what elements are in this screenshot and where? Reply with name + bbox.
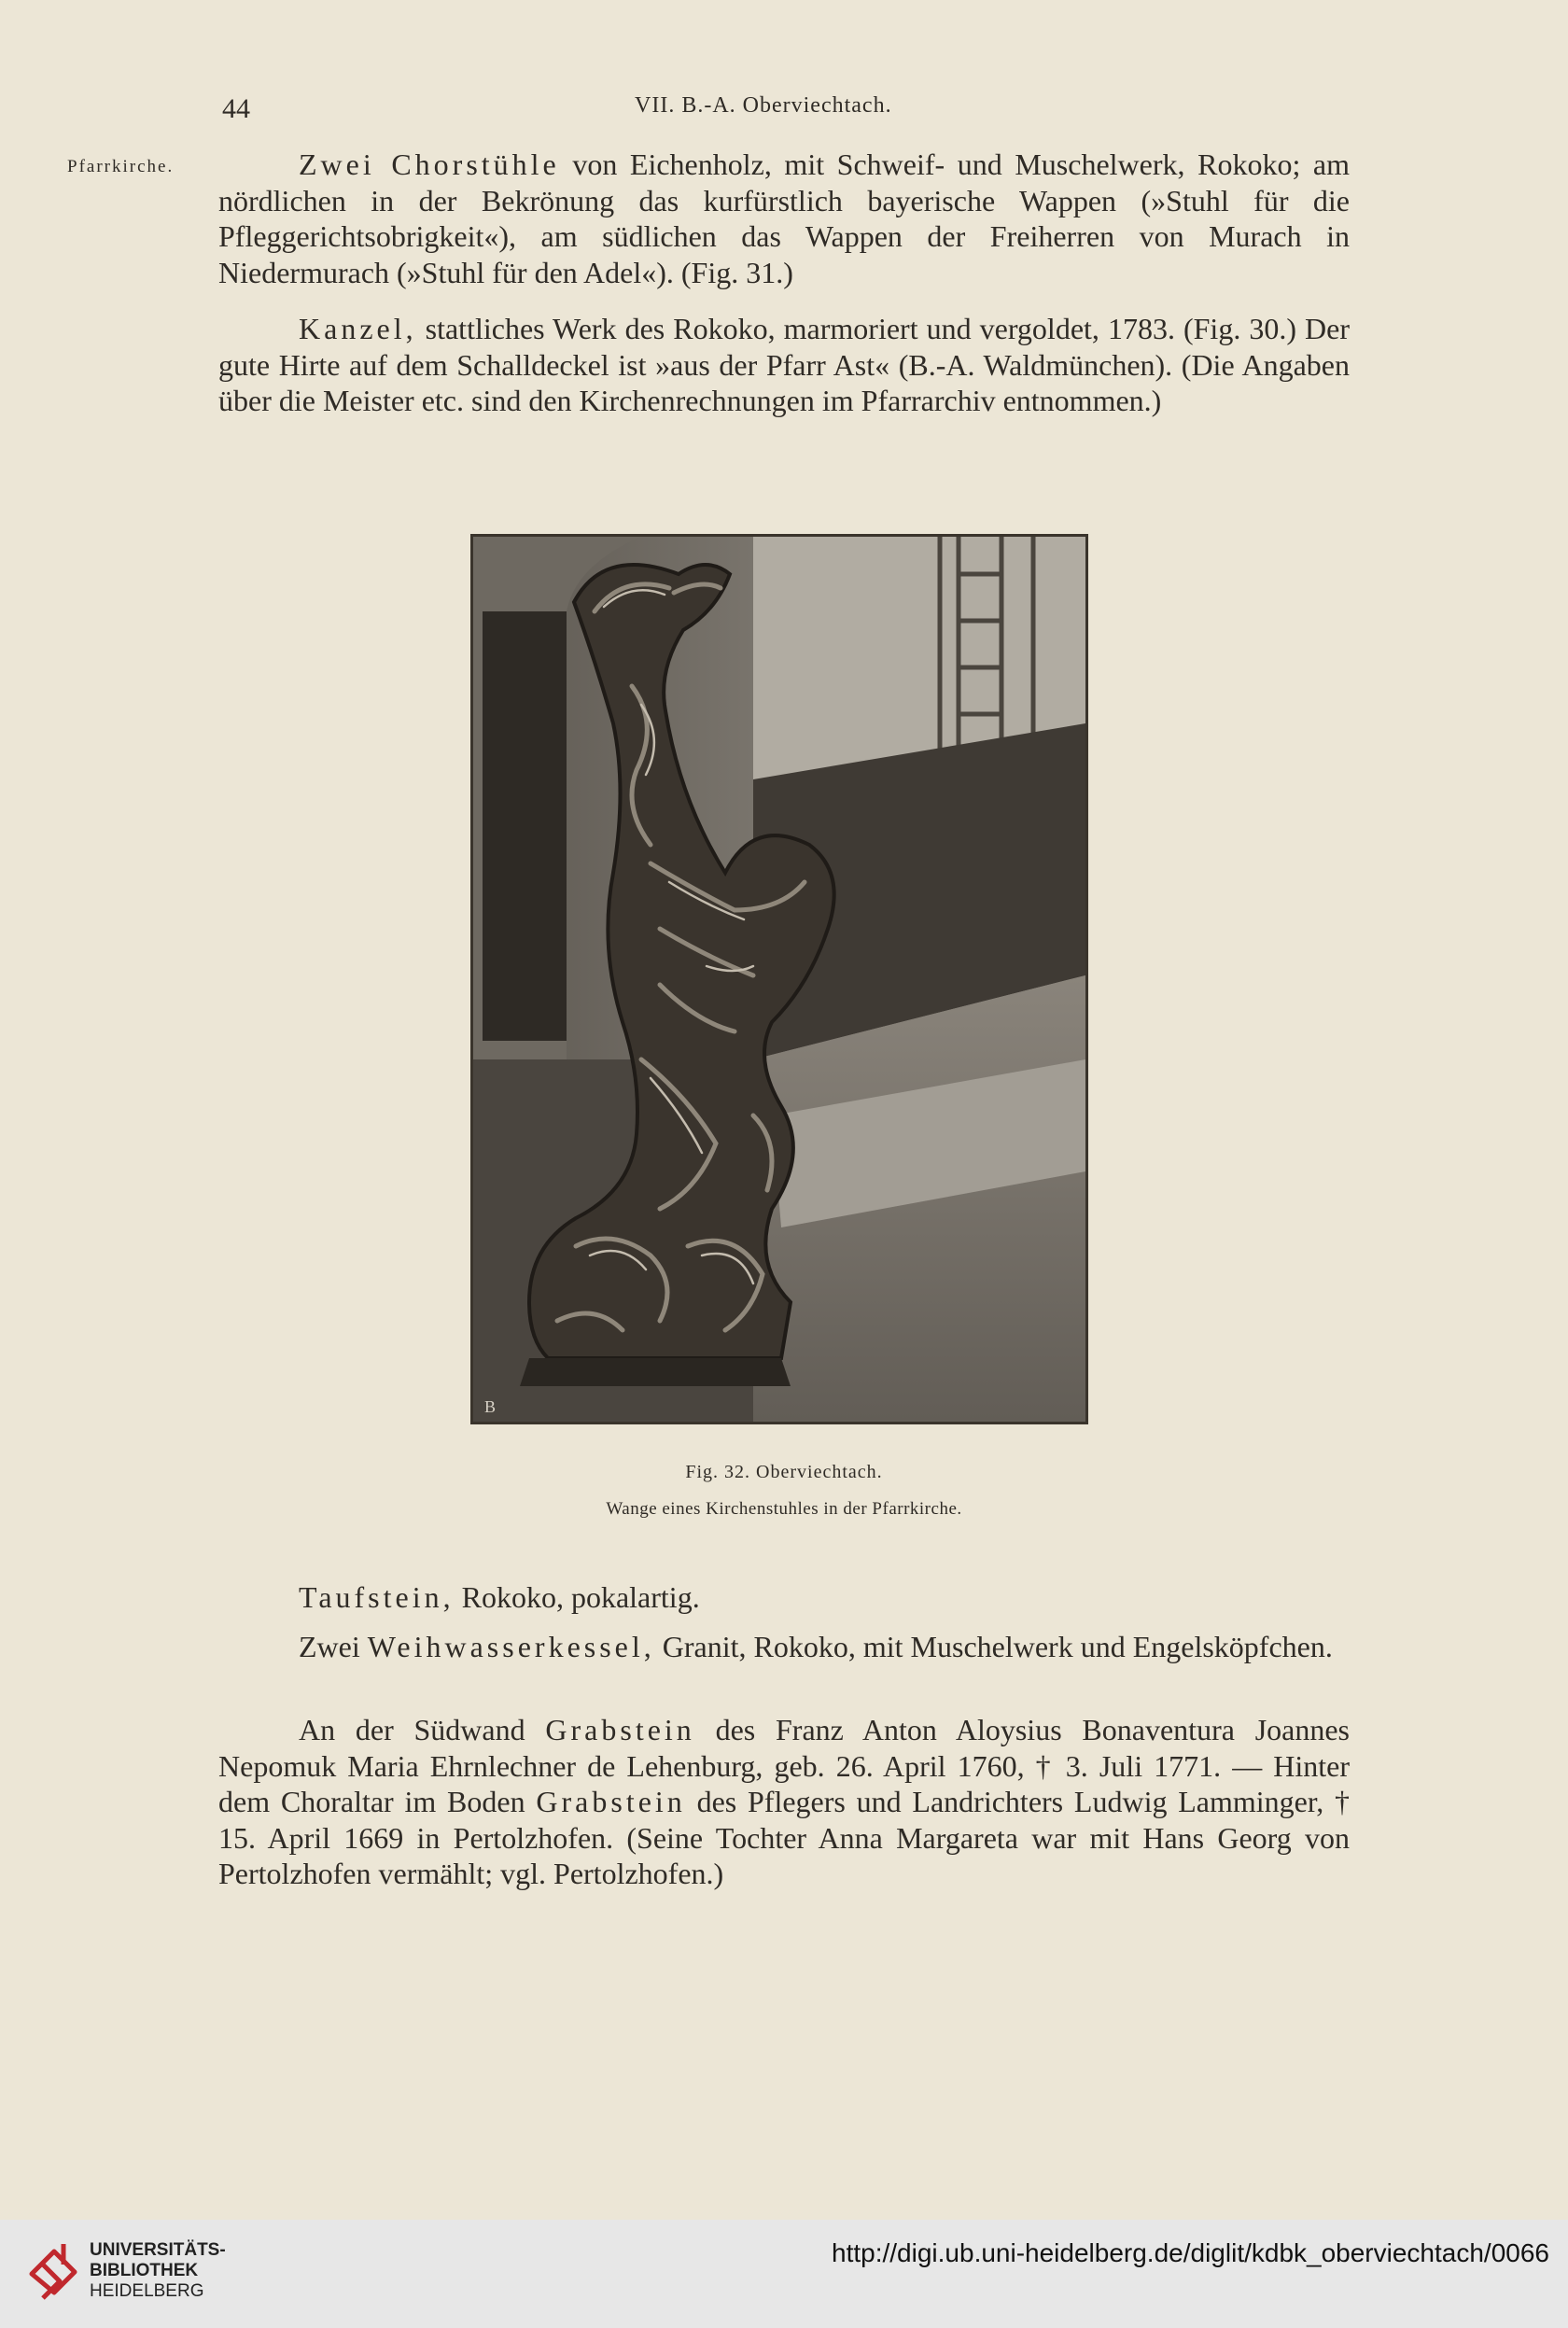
page-number: 44 (222, 93, 250, 124)
footer-bar (0, 2220, 1568, 2328)
term: Weihwasserkessel, (367, 1630, 655, 1663)
monogram: B (484, 1397, 497, 1416)
paragraph-text: Zwei (299, 1630, 368, 1663)
paragraph-text: des Pflegers und Landrichters Ludwig Lamminger, † 15. April 1669 in Pertolzhofen. (Seine Tochter Anna Margareta war mit Hans Georg von Pertolzhofen vermählt; vgl. Pertolzhofen.) (218, 1785, 1351, 1890)
library-name-line: UNIVERSITÄTS- (90, 2240, 226, 2260)
paragraph-taufstein (218, 1579, 1350, 1616)
paragraph-chorstuehle (218, 147, 1350, 290)
term: Zwei Chorstühle (299, 147, 560, 181)
library-name-line: BIBLIOTHEK (90, 2261, 199, 2280)
library-name-line: HEIDELBERG (90, 2281, 204, 2301)
term: Taufstein, (299, 1580, 455, 1614)
paragraph-weihwasserkessel (218, 1629, 1350, 1665)
paragraph-grabstein (218, 1712, 1350, 1892)
paragraph-text: des Franz Anton Aloysius Bonaventura Joannes Nepomuk Maria Ehrnlechner de Lehenburg, geb. 26. April 1760, † 3. Juli 1771. — Hinter dem Choraltar im Boden (218, 1713, 1351, 1818)
margin-note: Pfarrkirche. (67, 157, 175, 176)
paragraph-text: Granit, Rokoko, mit Muschelwerk und Engelsköpfchen. (654, 1630, 1333, 1663)
figure-caption-description: Wange eines Kirchenstuhles in der Pfarrkirche. (606, 1499, 962, 1519)
term: Kanzel, (299, 312, 417, 345)
paragraph-text: stattliches Werk des Rokoko, marmoriert und vergoldet, 1783. (Fig. 30.) Der gute Hirte auf dem Schalldeckel ist »aus der Pfarr Ast« (B.-A. Waldmünchen). (Die Angaben über die Meister etc. sind den Kirchenrechnungen im Pfarrarchiv entnommen.) (218, 312, 1350, 417)
paragraph-text: Rokoko, pokalartig. (454, 1580, 700, 1614)
figure-caption-title: Fig. 32. Oberviechtach. (685, 1462, 883, 1482)
paragraph-text: An der Südwand (299, 1713, 546, 1746)
university-library-logo-icon (26, 2237, 80, 2311)
running-title: VII. B.-A. Oberviechtach. (635, 93, 892, 118)
figure-photo (470, 534, 1088, 1424)
source-url-link[interactable]: http://digi.ub.uni-heidelberg.de/diglit/kdbk_oberviechtach/0066 (832, 2238, 1549, 2267)
paragraph-kanzel (218, 311, 1350, 419)
term: Grabstein (536, 1785, 686, 1818)
pew-end-photo (473, 537, 1085, 1422)
paragraph-text: von Eichenholz, mit Schweif- und Muschelwerk, Rokoko; am nördlichen in der Bekrönung das kurfürstlich bayerische Wappen (»Stuhl für die Pfleggerichtsobrigkeit«), am südlichen das Wappen der Freiherren von Murach in Niedermurach (»Stuhl für den Adel«). (Fig. 31.) (218, 147, 1351, 289)
term: Grabstein (545, 1713, 695, 1746)
library-name (90, 2240, 226, 2302)
